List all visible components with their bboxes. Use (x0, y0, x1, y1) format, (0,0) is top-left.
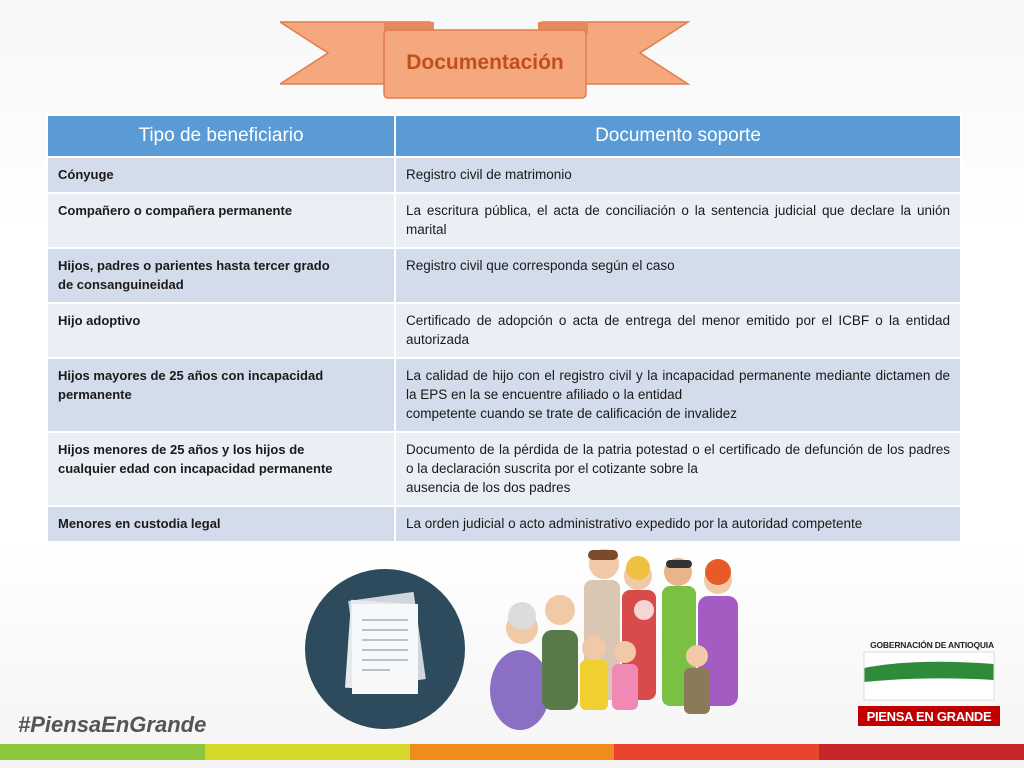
documento-text: Registro civil que corresponda según el caso (406, 258, 675, 273)
table-row (47, 432, 961, 506)
documento-cell (395, 303, 961, 358)
page-title: Documentación (406, 51, 564, 74)
tipo-text: cualquier edad con incapacidad permanente (58, 461, 333, 476)
color-bar-segment (205, 744, 410, 760)
footer-color-bar (0, 744, 1024, 760)
tipo-text: Compañero o compañera permanente (58, 203, 293, 218)
documento-text: La calidad de hijo con el registro civil y la incapacidad permanente mediante dictamen de la EPS en la se encuentre afiliado o la entidad (406, 368, 950, 402)
column-header-documento: Documento soporte (395, 115, 961, 157)
tipo-text: permanente (58, 387, 132, 402)
documento-text: Registro civil de matrimonio (406, 167, 572, 182)
logo-slogan: PIENSA EN GRANDE (858, 706, 1000, 726)
table-row (47, 358, 961, 432)
table-row (47, 157, 961, 193)
tipo-text: Hijos, padres o parientes hasta tercer grado (58, 258, 330, 273)
tipo-text: Hijos menores de 25 años y los hijos de (58, 442, 305, 457)
documento-text: La orden judicial o acto administrativo expedido por la autoridad competente (406, 516, 863, 531)
documento-cell (395, 358, 961, 432)
documento-text: La escritura pública, el acta de conciliación o la sentencia judicial que declare la unión marital (406, 203, 950, 237)
documento-text: Documento de la pérdida de la patria potestad o el certificado de defunción de los padres o la declaración suscrita por el cotizante sobre la (406, 442, 950, 476)
tipo-text: de consanguineidad (58, 277, 184, 292)
tipo-text: Hijos mayores de 25 años con incapacidad (58, 368, 324, 383)
tipo-cell (47, 358, 395, 432)
table-row (47, 303, 961, 358)
tipo-cell (47, 157, 395, 193)
color-bar-segment (0, 744, 205, 760)
documento-text: Certificado de adopción o acta de entrega del menor emitido por el ICBF o la entidad autorizada (406, 313, 950, 347)
documento-text: competente cuando se trate de calificación de invalidez (406, 406, 737, 421)
color-bar-segment (614, 744, 819, 760)
documento-cell (395, 506, 961, 542)
table-row (47, 506, 961, 542)
tipo-cell (47, 303, 395, 358)
tipo-cell (47, 432, 395, 506)
tipo-text: Menores en custodia legal (58, 516, 221, 531)
color-bar-segment (819, 744, 1024, 760)
column-header-tipo: Tipo de beneficiario (47, 115, 395, 157)
tipo-cell (47, 248, 395, 303)
documents-icon (304, 568, 466, 730)
beneficiary-table (46, 114, 962, 543)
documento-cell (395, 248, 961, 303)
tipo-cell (47, 506, 395, 542)
tipo-text: Hijo adoptivo (58, 313, 141, 328)
table-row (47, 248, 961, 303)
documento-cell (395, 157, 961, 193)
table-row (47, 193, 961, 248)
documento-cell (395, 432, 961, 506)
logo-name: GOBERNACIÓN DE ANTIOQUIA (870, 640, 994, 650)
color-bar-segment (410, 744, 615, 760)
tipo-text: Cónyuge (58, 167, 114, 182)
documento-cell (395, 193, 961, 248)
tipo-cell (47, 193, 395, 248)
family-illustration (484, 540, 754, 732)
footer-hashtag: #PiensaEnGrande (18, 712, 207, 737)
documento-text: ausencia de los dos padres (406, 480, 571, 495)
table-header-row (47, 115, 961, 157)
